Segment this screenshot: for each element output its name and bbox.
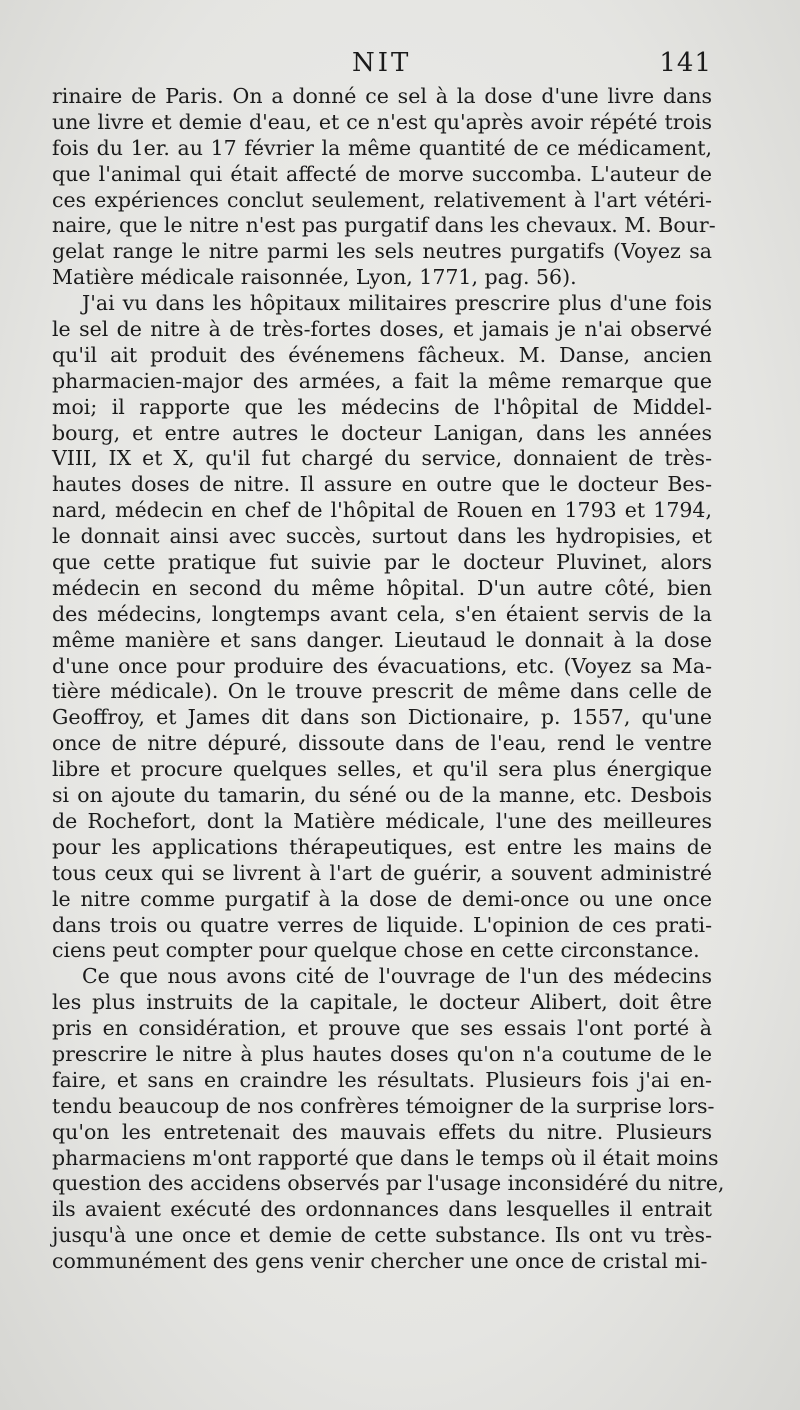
text-line: si on ajoute du tamarin, du séné ou de la manne, etc. Desbois: [52, 783, 712, 808]
text-line: pris en considération, et prouve que ses essais l'ont porté à: [52, 1016, 712, 1041]
text-line: qu'il ait produit des événemens fâcheux. M. Danse, ancien: [52, 342, 712, 367]
text-line: pour les applications thérapeutiques, est entre les mains de: [52, 834, 712, 859]
text-line: le sel de nitre à de très-fortes doses, et jamais je n'ai observé: [52, 317, 712, 342]
paragraph: [52, 291, 712, 964]
text-line: ciens peut compter pour quelque chose en cette circonstance.: [52, 938, 700, 963]
text-line: pharmaciens m'ont rapporté que dans le temps où il était moins: [52, 1145, 719, 1170]
text-line: once de nitre dépuré, dissoute dans de l'eau, rend le ventre: [52, 731, 712, 756]
text-line: rinaire de Paris. On a donné ce sel à la dose d'une livre dans: [52, 84, 712, 108]
text-line: hautes doses de nitre. Il assure en outre que le docteur Bes-: [52, 472, 712, 497]
body-text: [52, 84, 725, 1275]
text-line: prescrire le nitre à plus hautes doses qu'on n'a coutume de le: [52, 1041, 712, 1066]
text-line: le nitre comme purgatif à la dose de demi-once ou une once: [52, 886, 712, 911]
text-line: des médecins, longtemps avant cela, s'en étaient servis de la: [52, 601, 712, 626]
text-line: pharmacien-major des armées, a fait la même remarque que: [52, 368, 712, 393]
text-line: question des accidens observés par l'usage inconsidéré du nitre,: [52, 1171, 725, 1196]
text-line: tendu beaucoup de nos confrères témoigner de la surprise lors-: [52, 1093, 715, 1118]
text-line: libre et procure quelques selles, et qu'il sera plus énergique: [52, 757, 712, 782]
text-line: communément des gens venir chercher une once de cristal mi-: [52, 1249, 708, 1274]
text-line: médecin en second du même hôpital. D'un autre côté, bien: [52, 575, 712, 600]
text-line: Ce que nous avons cité de l'ouvrage de l'un des médecins: [82, 964, 712, 989]
paragraph: [52, 84, 716, 291]
text-line: J'ai vu dans les hôpitaux militaires prescrire plus d'une fois: [82, 291, 712, 316]
text-line: faire, et sans en craindre les résultats. Plusieurs fois j'ai en-: [52, 1067, 712, 1092]
text-line: moi; il rapporte que les médecins de l'hôpital de Middel-: [52, 394, 712, 419]
text-line: dans trois ou quatre verres de liquide. L'opinion de ces prati-: [52, 912, 712, 937]
text-line: bourg, et entre autres le docteur Lanigan, dans les années: [52, 420, 712, 445]
text-line: tière médicale). On le trouve prescrit de même dans celle de: [52, 679, 712, 704]
page-header: [52, 48, 712, 82]
text-line: ils avaient exécuté des ordonnances dans lesquelles il entrait: [52, 1197, 712, 1222]
text-line: naire, que le nitre n'est pas purgatif dans les chevaux. M. Bour-: [52, 213, 716, 238]
running-head: NIT: [352, 48, 412, 78]
text-line: ces expériences conclut seulement, relativement à l'art vétéri-: [52, 187, 712, 212]
text-line: le donnait ainsi avec succès, surtout dans les hydropisies, et: [52, 524, 712, 549]
text-line: nard, médecin en chef de l'hôpital de Rouen en 1793 et 1794,: [52, 498, 712, 523]
text-line: fois du 1er. au 17 février la même quantité de ce médicament,: [52, 135, 712, 160]
page-number: 141: [659, 48, 712, 78]
text-line: Geoffroy, et James dit dans son Dictionaire, p. 1557, qu'une: [52, 705, 712, 730]
text-line: qu'on les entretenait des mauvais effets du nitre. Plusieurs: [52, 1119, 712, 1144]
text-line: gelat range le nitre parmi les sels neutres purgatifs (Voyez sa: [52, 239, 712, 264]
text-line: VIII, IX et X, qu'il fut chargé du service, donnaient de très-: [52, 446, 712, 471]
text-line: d'une once pour produire des évacuations, etc. (Voyez sa Ma-: [52, 653, 712, 678]
paragraph: [52, 964, 725, 1275]
text-line: les plus instruits de la capitale, le docteur Alibert, doit être: [52, 990, 712, 1015]
text-line: Matière médicale raisonnée, Lyon, 1771, pag. 56).: [52, 265, 577, 290]
text-line: une livre et demie d'eau, et ce n'est qu'après avoir répété trois: [52, 109, 712, 134]
text-line: même manière et sans danger. Lieutaud le donnait à la dose: [52, 627, 712, 652]
text-line: de Rochefort, dont la Matière médicale, l'une des meilleures: [52, 808, 712, 833]
text-line: jusqu'à une once et demie de cette substance. Ils ont vu très-: [52, 1223, 712, 1248]
text-line: que l'animal qui était affecté de morve succomba. L'auteur de: [52, 161, 712, 186]
text-line: tous ceux qui se livrent à l'art de guérir, a souvent administré: [52, 860, 712, 885]
text-line: que cette pratique fut suivie par le docteur Pluvinet, alors: [52, 550, 712, 575]
